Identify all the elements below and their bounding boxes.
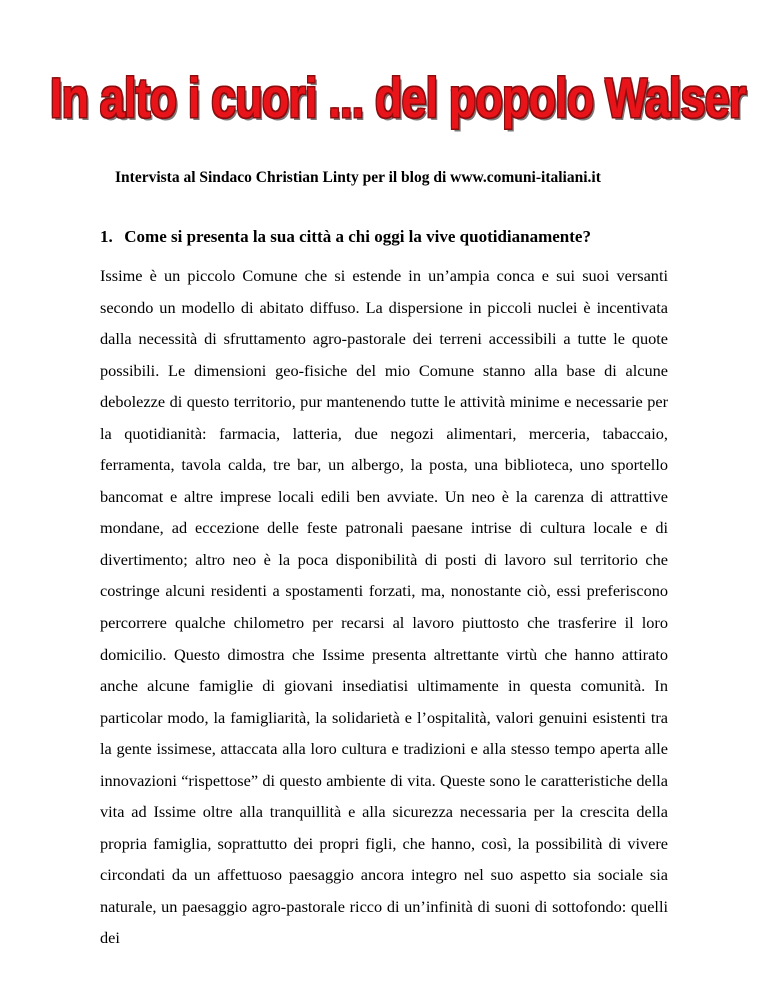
question-text: Come si presenta la sua città a chi oggi la vive quotidianamente? (124, 227, 591, 246)
title-banner (0, 66, 768, 138)
question-number: 1. (100, 227, 113, 246)
interview-subtitle: Intervista al Sindaco Christian Linty per il blog di www.comuni-italiani.it (115, 169, 601, 186)
question-heading (100, 226, 591, 248)
answer-paragraph: Issime è un piccolo Comune che si estende in un’ampia conca e sui suoi versanti secondo un modello di abitato diffuso. La dispersione in piccoli nuclei è incentivata dalla necessità di sfruttamento agro-pastorale dei terreni accessibili a tutte le quote possibili. Le dimensioni geo-fisiche del mio Comune stanno alla base di alcune debolezze di questo territorio, pur mantenendo tutte le attività minime e necessarie per la quotidianità: farmacia, latteria, due negozi alimentari, merceria, tabaccaio, ferramenta, tavola calda, tre bar, un albergo, la posta, una biblioteca, uno sportello bancomat e altre imprese locali edili ben avviate. Un neo è la carenza di attrattive mondane, ad eccezione delle feste patronali paesane intrise di cultura locale e di divertimento; altro neo è la poca disponibilità di posti di lavoro sul territorio che costringe alcuni residenti a spostamenti forzati, ma, nonostante ciò, essi preferiscono percorrere qualche chilometro per recarsi al lavoro piuttosto che trasferire il loro domicilio. Questo dimostra che Issime presenta altrettante virtù che hanno attirato anche alcune famiglie di giovani insediatisi ultimamente in questa comunità. In particolar modo, la famigliarità, la solidarietà e l’ospitalità, valori genuini esistenti tra la gente issimese, attaccata alla loro cultura e tradizioni e alla stesso tempo aperta alle innovazioni “rispettose” di questo ambiente di vita. Queste sono le caratteristiche della vita ad Issime oltre alla tranquillità e alla sicurezza necessaria per la crescita della propria famiglia, soprattutto dei propri figli, che hanno, così, la possibilità di vivere circondati da un affettuoso paesaggio ancora integro nel suo aspetto sia sociale sia naturale, un paesaggio agro-pastorale ricco di un’infinità di suoni di sottofondo: quelli dei (100, 266, 668, 948)
document-title: In alto i cuori ... del popolo Walser (50, 66, 746, 129)
